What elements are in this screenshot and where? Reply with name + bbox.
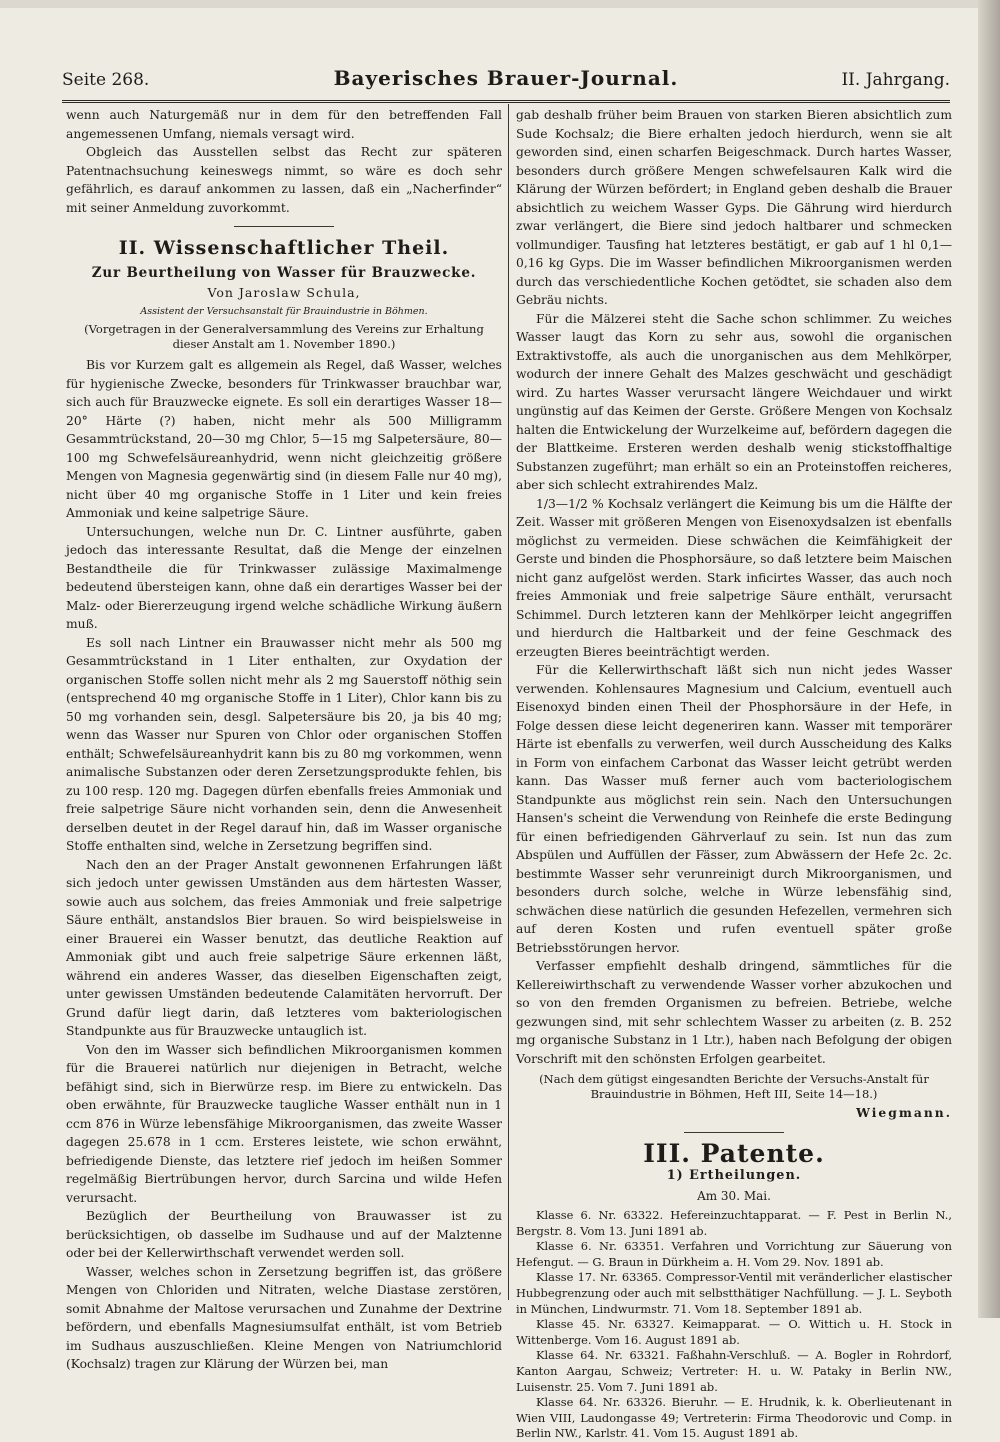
header-rule	[62, 100, 950, 103]
journal-title: Bayerisches Brauer-Journal.	[333, 66, 679, 90]
article-paragraph: gab deshalb früher beim Brauen von starken Bieren absichtlich zum Sude Kochsalz; die Biere erhalten jedoch hierdurch, wenn sie alt geworden sind, einen scharfen Beigeschmack. Durch hartes Wasser, besonders durch größere Mengen schwefelsauren Kalk wird die Klärung der Würzen befördert; in England geben deshalb die Brauer absichtlich zu weichem Wasser Gyps. Die Gährung wird hierdurch zwar verlängert, die Biere sind jedoch haltbarer und schmecken vollmundiger. Tausfing hat letzteres bestätigt, er gab auf 1 hl 0,1—0,16 kg Gyps. Die im Wasser befindlichen Mikroorganismen werden durch das verschiedentliche Kochen getödtet, sie schaden also dem Gebräu nichts.	[516, 108, 952, 307]
patent-entry: Klasse 45. Nr. 63327. Keimapparat. — O. Wittich u. H. Stock in Wittenberge. Vom 16. August 1891 ab.	[516, 1317, 952, 1347]
patent-entry: Klasse 64. Nr. 63326. Bieruhr. — E. Hrudnik, k. k. Oberlieutenant in Wien VIII, Laudongasse 49; Vertreterin: Firma Theodorovic und Comp. in Berlin NW., Karlstr. 41. Vom 15. August 1891 ab.	[516, 1395, 952, 1441]
section-title: II. Wissenschaftlicher Theil.	[118, 237, 450, 259]
article-paragraph: 1/3—1/2 % Kochsalz verlängert die Keimung bis um die Hälfte der Zeit. Wasser mit größeren Mengen von Eisenoxydsalzen ist ebenfalls möglichst zu vermeiden. Diese schwächen die Keimfähigkeit der Gerste und binden die Phosphorsäure, so daß letztere beim Maischen nicht ganz aufgelöst werden. Stark inficirtes Wasser, das auch noch freies Ammoniak und freie salpetrige Säure enthält, verursacht Schimmel. Durch letzteren kann der Mehlkörper leicht angegriffen und hierdurch die Haltbarkeit und der feine Geschmack des erzeugten Bieres beeinträchtigt werden.	[516, 496, 952, 659]
section-divider	[684, 1132, 784, 1133]
article-paragraph: Wasser, welches schon in Zersetzung begriffen ist, das größere Mengen von Chloriden und Nitraten, welche Diastase zerstören, somit Abnahme der Maltose verursachen und Zunahme der Dextrine befördern, und ebenfalls Magnesiumsulfat enthält, ist vom Betrieb im Sudhaus auszuschließen. Kleine Mengen von Natriumchlorid (Kochsalz) tragen zur Klärung der Würzen bei, man	[66, 1264, 502, 1371]
article-title: Zur Beurtheilung von Wasser für Brauzwecke.	[91, 264, 477, 281]
intro-paragraph: wenn auch Naturgemäß nur in dem für den betreffenden Fall angemessenen Umfang, niemals versagt wird.	[66, 108, 502, 141]
article-paragraph: Von den im Wasser sich befindlichen Mikroorganismen kommen für die Brauerei natürlich nur diejenigen in Betracht, welche befähigt sind, sich in Bierwürze resp. im Biere zu entwickeln. Das oben erwähnte, für Brauzwecke taugliche Wasser enthält nun in 1 ccm 876 in Würze lebensfähige Mikroorganismen, das zweite Wasser dagegen 25.678 in 1 ccm. Ersteres leistete, wie schon erwähnt, befriedigende Dienste, das letztere rief jedoch im heißen Sommer regelmäßig Biertrübungen hervor, durch Sarcina und wilde Hefen verursacht.	[66, 1042, 502, 1205]
author-byline: Von Jaroslaw Schula,	[207, 285, 361, 300]
article-paragraph: Bezüglich der Beurtheilung von Brauwasser ist zu berücksichtigen, ob dasselbe im Sudhause und auf der Malztenne oder bei der Kellerwirthschaft verwendet werden soll.	[66, 1209, 502, 1260]
article-paragraph: Es soll nach Lintner ein Brauwasser nicht mehr als 500 mg Gesammtrückstand in 1 Liter enthalten, zur Oxydation der organischen Stoffe sollen nicht mehr als 2 mg Sauerstoff nöthig sein (entsprechend 40 mg organische Stoffe in 1 Liter), Chlor kann bis zu 50 mg vorhanden sein, desgl. Salpetersäure bis 20, ja bis 40 mg; wenn das Wasser nur Spuren von Chlor oder organischen Stoffen enthält; Schwefelsäureanhydrit kann bis zu 80 mg vorkommen, wenn animalische Substanzen oder deren Zersetzungsprodukte fehlen, bis zu 100 resp. 120 mg. Dagegen dürfen ebenfalls freies Ammoniak und freie salpetrige Säure nicht vorhanden sein, denn die Anwesenheit derselben deutet in der Regel darauf hin, daß im Wasser organische Stoffe enthalten sind, welche in Zersetzung begriffen sind.	[66, 635, 502, 853]
editor-signature: Wiegmann.	[856, 1105, 952, 1120]
patent-entry: Klasse 17. Nr. 63365. Compressor-Ventil mit veränderlicher elastischer Hubbegrenzung oder auch mit selbstthätiger Nachfüllung. — J. L. Seyboth in München, Lindwurmstr. 71. Vom 18. September 1891 ab.	[516, 1270, 952, 1316]
intro-paragraph: Obgleich das Ausstellen selbst das Recht zur späteren Patentnachsuchung keineswegs nimmt, so wäre es doch sehr gefährlich, es darauf ankommen zu lassen, daß ein „Nacherfinder“ mit seiner Anmeldung zuvorkommt.	[66, 145, 502, 215]
volume-label: II. Jahrgang.	[841, 70, 950, 90]
source-note: (Nach dem gütigst eingesandten Berichte der Versuchs-Anstalt für Brauindustrie in Böhmen, Heft III, Seite 14—18.)	[539, 1072, 929, 1101]
article-paragraph: Bis vor Kurzem galt es allgemein als Regel, daß Wasser, welches für hygienische Zwecke, besonders für Trinkwasser brauchbar war, sich auch für Brauzwecke eignete. Es soll ein derartiges Wasser 18—20° Härte (?) haben, nicht mehr als 500 Milligramm Gesammtrückstand, 20—30 mg Chlor, 5—15 mg Salpetersäure, 80—100 mg Schwefelsäureanhydrid, wenn nicht gleichzeitig größere Mengen von Magnesia gegenwärtig sind (in diesem Falle nur 40 mg), nicht über 40 mg organische Stoffe in 1 Liter und kein freies Ammoniak und keine salpetrige Säure.	[66, 358, 502, 520]
page-binding-edge	[978, 0, 1000, 1318]
article-paragraph: Nach den an der Prager Anstalt gewonnenen Erfahrungen läßt sich jedoch unter gewissen Umständen aus dem härtesten Wasser, sowie auch aus solchem, das freies Ammoniak und freie salpetrige Säure enthält, anstandslos Bier brauen. So wird beispielsweise in einer Brauerei ein Wasser benutzt, das deutliche Reaktion auf Ammoniak gibt und auch freie salpetrige Säure erkennen läßt, während ein anderes Wasser, das dieselben Eigenschaften zeigt, unter gewissen Umständen bedeutende Calamitäten hervorruft. Der Grund dafür liegt darin, daß letzteres vom bakteriologischen Standpunkte aus für Brauzwecke untauglich ist.	[66, 857, 502, 1038]
lecture-note: (Vorgetragen in der Generalversammlung des Vereins zur Erhaltung dieser Anstalt am 1. November 1890.)	[84, 322, 484, 351]
patent-entry: Klasse 6. Nr. 63351. Verfahren und Vorrichtung zur Säuerung von Hefengut. — G. Braun in Dürkheim a. H. Vom 29. Nov. 1891 ab.	[516, 1239, 952, 1269]
patents-date: Am 30. Mai.	[697, 1188, 771, 1203]
page-number: Seite 268.	[62, 70, 150, 90]
section-divider	[234, 226, 334, 227]
column-divider	[508, 104, 509, 1300]
author-affiliation: Assistent der Versuchsanstalt für Brauindustrie in Böhmen.	[140, 305, 428, 317]
right-column	[516, 106, 952, 1442]
article-paragraph: Untersuchungen, welche nun Dr. C. Lintner ausführte, gaben jedoch das interessante Resultat, daß die Menge der einzelnen Bestandtheile die für Trinkwasser zulässige Maximalmenge bedeutend übersteigen kann, ohne daß ein derartiges Wasser bei der Malz- oder Biererzeugung irgend welche schädliche Wirkung äußern muß.	[66, 524, 502, 631]
left-column	[66, 106, 502, 1374]
article-paragraph: Für die Mälzerei steht die Sache schon schlimmer. Zu weiches Wasser laugt das Korn zu sehr aus, sowohl die organischen Extraktivstoffe, als auch die unorganischen aus dem Mehlkörper, wodurch der innere Gehalt des Malzes geschwächt und geschädigt wird. Zu hartes Wasser verursacht längere Weichdauer und wirkt ungünstig auf das Keimen der Gerste. Größere Mengen von Kochsalz halten die Entwickelung der Wurzelkeime auf, befördern dagegen die der Blattkeime. Ersteren werden deshalb wenig stickstoffhaltige Substanzen zugeführt; man erhält so ein an Proteinstoffen reicheres, aber sich schlecht extrahirendes Malz.	[516, 311, 952, 492]
patents-title: III. Patente.	[643, 1138, 825, 1168]
page-top-edge	[0, 0, 1000, 8]
patent-entry: Klasse 64. Nr. 63321. Faßhahn-Verschluß. — A. Bogler in Rohrdorf, Kanton Aargau, Schweiz; Vertreter: H. u. W. Pataky in Berlin NW., Luisenstr. 25. Vom 7. Juni 1891 ab.	[516, 1348, 952, 1394]
patents-subtitle: 1) Ertheilungen.	[666, 1168, 802, 1183]
article-paragraph: Verfasser empfiehlt deshalb dringend, sämmtliches für die Kellereiwirthschaft zu verwendende Wasser vorher abzukochen und so von den fremden Organismen zu befreien. Betriebe, welche gezwungen sind, mit sehr schlechtem Wasser zu arbeiten (z. B. 252 mg organische Substanz in 1 Ltr.), haben nach Befolgung der obigen Vorschrift mit den schönsten Erfolgen gearbeitet.	[516, 959, 952, 1066]
patent-entry: Klasse 6. Nr. 63322. Hefereinzuchtapparat. — F. Pest in Berlin N., Bergstr. 8. Vom 13. Juni 1891 ab.	[516, 1208, 952, 1238]
article-paragraph: Für die Kellerwirthschaft läßt sich nun nicht jedes Wasser verwenden. Kohlensaures Magnesium und Calcium, eventuell auch Eisenoxyd binden einen Theil der Phosphorsäure in der Hefe, in Folge dessen diese leicht degeneriren kann. Wasser mit temporärer Härte ist ebenfalls zu verwerfen, weil durch Ausscheidung des Kalks in Form von einfachem Carbonat das Wasser leicht getrübt werden kann. Das Wasser muß ferner auch vom bacteriologischem Standpunkte aus möglichst rein sein. Nach den Untersuchungen Hansen's scheint die Verwendung von Reinhefe die erste Bedingung für einen befriedigenden Gährverlauf zu sein. Ist nun das zum Abspülen und Auffüllen der Fässer, zum Abwässern der Hefe 2c. 2c. bestimmte Wasser sehr verunreinigt durch Mikroorganismen, und besonders durch solche, welche in Würze lebensfähig sind, schwächen diese natürlich die gesunden Hefezellen, vermehren sich auf deren Kosten und rufen eventuell später große Betriebsstörungen hervor.	[516, 663, 952, 955]
page-header	[62, 66, 950, 96]
